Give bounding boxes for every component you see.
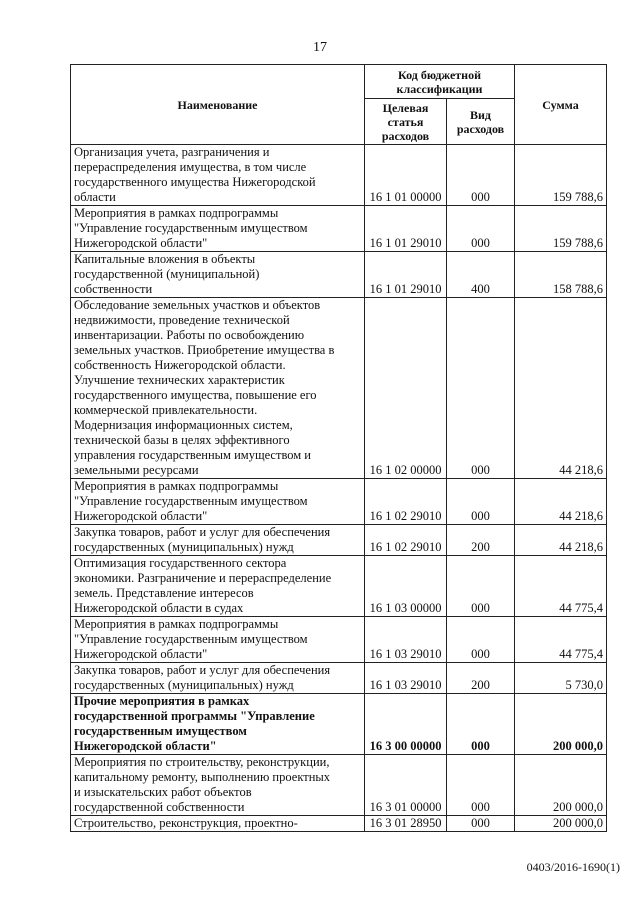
row-expense-type: 000 (447, 816, 515, 832)
row-name: Прочие мероприятия в рамках государственной программы "Управление государственным имуществом Нижегородской области" (71, 694, 365, 755)
row-sum: 158 788,6 (515, 252, 607, 298)
header-sum: Сумма (515, 65, 607, 145)
row-expense-type: 400 (447, 252, 515, 298)
table-row (71, 206, 607, 252)
table-row (71, 617, 607, 663)
table-row (71, 816, 607, 832)
row-target-code: 16 1 02 29010 (365, 479, 447, 525)
row-sum: 200 000,0 (515, 816, 607, 832)
row-target-code: 16 3 01 28950 (365, 816, 447, 832)
row-target-code: 16 1 03 29010 (365, 617, 447, 663)
page-number: 17 (313, 40, 327, 55)
row-sum: 200 000,0 (515, 755, 607, 816)
table-row (71, 145, 607, 206)
table-row (71, 663, 607, 694)
row-name: Мероприятия по строительству, реконструкции, капитальному ремонту, выполнению проектных и изыскательских работ объектов государственной собственности (71, 755, 365, 816)
row-target-code: 16 1 03 00000 (365, 556, 447, 617)
row-name: Мероприятия в рамках подпрограммы "Управление государственным имуществом Нижегородской области" (71, 617, 365, 663)
table-row (71, 252, 607, 298)
row-target-code: 16 1 03 29010 (365, 663, 447, 694)
row-expense-type: 000 (447, 145, 515, 206)
table-body (71, 145, 607, 832)
row-target-code: 16 3 00 00000 (365, 694, 447, 755)
row-name: Строительство, реконструкция, проектно- (71, 816, 365, 832)
row-expense-type: 000 (447, 556, 515, 617)
table-row (71, 298, 607, 479)
table-row (71, 755, 607, 816)
row-target-code: 16 1 01 00000 (365, 145, 447, 206)
header-type: Вид расходов (447, 99, 515, 145)
table-row (71, 525, 607, 556)
row-expense-type: 000 (447, 617, 515, 663)
row-target-code: 16 3 01 00000 (365, 755, 447, 816)
row-expense-type: 200 (447, 663, 515, 694)
table-row (71, 479, 607, 525)
row-sum: 44 218,6 (515, 525, 607, 556)
row-name: Мероприятия в рамках подпрограммы "Управление государственным имуществом Нижегородской области" (71, 479, 365, 525)
row-expense-type: 000 (447, 298, 515, 479)
row-target-code: 16 1 01 29010 (365, 206, 447, 252)
row-target-code: 16 1 01 29010 (365, 252, 447, 298)
row-target-code: 16 1 02 29010 (365, 525, 447, 556)
row-expense-type: 000 (447, 479, 515, 525)
row-name: Оптимизация государственного сектора экономики. Разграничение и перераспределение земель. Представление интересов Нижегородской области в судах (71, 556, 365, 617)
row-sum: 44 218,6 (515, 298, 607, 479)
document-code: 0403/2016-1690(1) (526, 860, 620, 874)
row-name: Закупка товаров, работ и услуг для обеспечения государственных (муниципальных) нужд (71, 663, 365, 694)
table-row (71, 694, 607, 755)
table-row (71, 556, 607, 617)
row-sum: 44 775,4 (515, 617, 607, 663)
header-code-group: Код бюджетной классификации (365, 65, 515, 99)
row-sum: 159 788,6 (515, 145, 607, 206)
row-sum: 44 218,6 (515, 479, 607, 525)
budget-table (70, 64, 607, 832)
row-sum: 159 788,6 (515, 206, 607, 252)
row-target-code: 16 1 02 00000 (365, 298, 447, 479)
row-name: Мероприятия в рамках подпрограммы "Управление государственным имуществом Нижегородской области" (71, 206, 365, 252)
row-sum: 200 000,0 (515, 694, 607, 755)
row-name: Закупка товаров, работ и услуг для обеспечения государственных (муниципальных) нужд (71, 525, 365, 556)
row-sum: 5 730,0 (515, 663, 607, 694)
row-expense-type: 000 (447, 755, 515, 816)
row-name: Капитальные вложения в объекты государственной (муниципальной) собственности (71, 252, 365, 298)
row-name: Обследование земельных участков и объектов недвижимости, проведение технической инвентаризации. Работы по освобождению земельных участков. Приобретение имущества в собственность Нижегородской области. Улучшение технических характеристик государственного имущества, повышение его коммерческой привлекательности. Модернизация информационных систем, технической базы в целях эффективного управления государственным имуществом и земельными ресурсами (71, 298, 365, 479)
row-sum: 44 775,4 (515, 556, 607, 617)
header-name: Наименование (71, 65, 365, 145)
row-expense-type: 000 (447, 694, 515, 755)
header-target: Целевая статья расходов (365, 99, 447, 145)
row-expense-type: 000 (447, 206, 515, 252)
row-expense-type: 200 (447, 525, 515, 556)
row-name: Организация учета, разграничения и перераспределения имущества, в том числе государственного имущества Нижегородской области (71, 145, 365, 206)
